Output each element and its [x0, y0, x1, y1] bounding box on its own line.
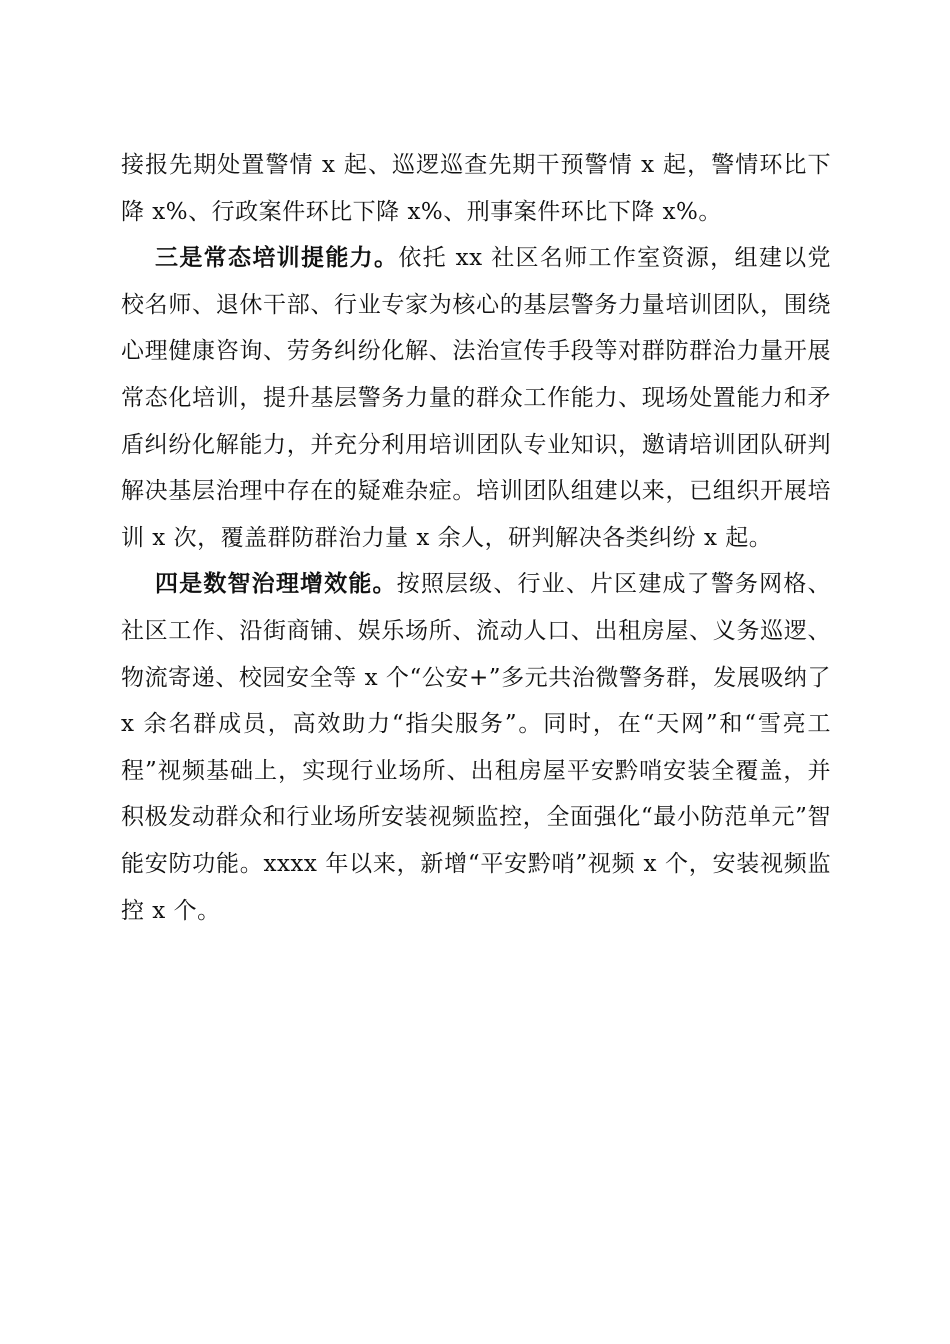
paragraph-3 — [121, 561, 831, 934]
paragraph-1-text: 接报先期处置警情 x 起、巡逻巡查先期干预警情 x 起，警情环比下降 x%、行政案件环比下降 x%、刑事案件环比下降 x%。 — [121, 152, 831, 225]
paragraph-3-heading: 四是数智治理增效能。 — [155, 571, 397, 598]
paragraph-2 — [121, 235, 831, 561]
paragraph-2-heading: 三是常态培训提能力。 — [155, 245, 399, 272]
paragraph-2-text: 依托 xx 社区名师工作室资源，组建以党校名师、退休干部、行业专家为核心的基层警务力量培训团队，围绕心理健康咨询、劳务纠纷化解、法治宣传手段等对群防群治力量开展常态化培训，提升基层警务力量的群众工作能力、现场处置能力和矛盾纠纷化解能力，并充分利用培训团队专业知识，邀请培训团队研判解决基层治理中存在的疑难杂症。培训团队组建以来，已组织开展培训 x 次，覆盖群防群治力量 x 余人，研判解决各类纠纷 x 起。 — [121, 245, 831, 551]
paragraph-1 — [121, 142, 831, 235]
document-body — [121, 142, 831, 934]
paragraph-3-text: 按照层级、行业、片区建成了警务网格、社区工作、沿街商铺、娱乐场所、流动人口、出租房屋、义务巡逻、物流寄递、校园安全等 x 个“公安+”多元共治微警务群，发展吸纳了 x 余名群成员，高效助力“指尖服务”。同时，在“天网”和“雪亮工程”视频基础上，实现行业场所、出租房屋平安黔哨安装全覆盖，并积极发动群众和行业场所安装视频监控，全面强化“最小防范单元”智能安防功能。xxxx 年以来，新增“平安黔哨”视频 x 个，安装视频监控 x 个。 — [121, 571, 832, 924]
